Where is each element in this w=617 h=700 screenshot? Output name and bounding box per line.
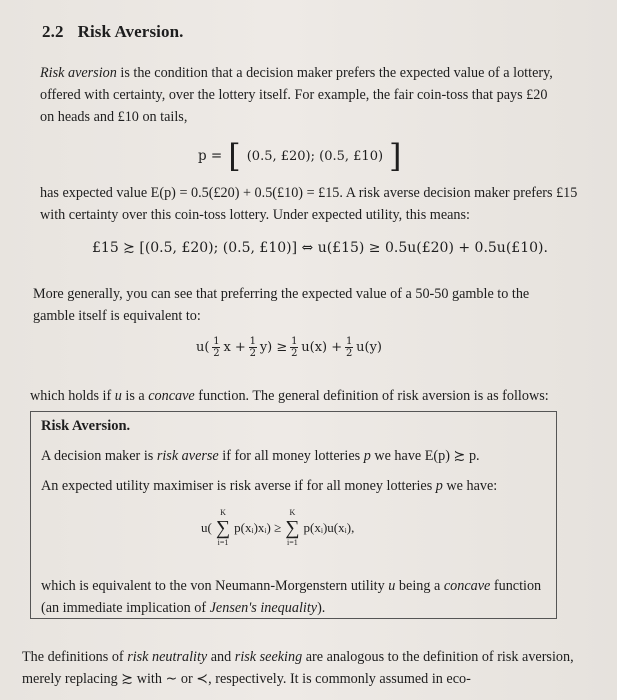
- sum-u-open: u(: [201, 520, 212, 535]
- ux-term: u(x) +: [301, 340, 343, 355]
- sum-upper: K: [220, 508, 226, 517]
- concave-mid: is a: [121, 388, 149, 404]
- concave-before: which holds if: [30, 388, 115, 404]
- lottery-lhs: p =: [198, 148, 223, 164]
- half-fraction: [345, 336, 353, 359]
- jensen-u: u: [388, 578, 396, 594]
- fraction-num: 1: [213, 336, 220, 347]
- fraction-num: 1: [345, 336, 353, 347]
- sum-lower: i=1: [217, 538, 229, 547]
- right-bracket: ]: [389, 137, 402, 175]
- sigma-icon: ∑: [215, 517, 231, 539]
- line1-after: if for all money lotteries: [218, 448, 364, 464]
- concave-var: u: [114, 388, 122, 404]
- x-term: x +: [223, 340, 246, 355]
- closing-paragraph: [22, 646, 612, 690]
- sum-lower: i=1: [287, 538, 298, 547]
- preference-equation: £15 ≿ [(0.5, £20); (0.5, £10)] ⇔ u(£15) ≥ 0.5u(£20) + 0.5u(£10).: [92, 240, 548, 256]
- closing-before: The definitions of: [22, 649, 128, 665]
- risk-aversion-term: Risk aversion: [40, 65, 117, 81]
- half-fraction: [249, 336, 257, 359]
- line2-before: An expected utility maximiser is risk averse if for all money lotteries: [41, 478, 436, 494]
- half-fraction: [212, 336, 220, 359]
- definition-box: [30, 411, 557, 619]
- fraction-den: 2: [249, 348, 256, 359]
- fraction-equation: [196, 336, 382, 359]
- line1-term: risk averse: [156, 448, 219, 464]
- sum-symbol: [216, 508, 230, 548]
- sum-upper: K: [289, 508, 296, 517]
- intro-paragraph: [40, 62, 560, 128]
- concave-after: function. The general definition of risk aversion is as follows:: [194, 388, 549, 404]
- line1-before: A decision maker is: [41, 448, 157, 464]
- fraction-u-open: u(: [196, 340, 210, 355]
- section-heading: [42, 22, 184, 42]
- jensen-concave: concave: [443, 578, 491, 594]
- lottery-equation: [198, 138, 402, 174]
- line2-p: p: [435, 478, 443, 494]
- fraction-den: 2: [345, 348, 353, 359]
- definition-line-2: [41, 478, 497, 495]
- line2-after: we have:: [442, 478, 498, 494]
- closing-mid: and: [207, 649, 235, 665]
- jensen-before: which is equivalent to the von Neumann-Morgenstern utility: [41, 578, 389, 594]
- jensen-mid: being a: [395, 578, 444, 594]
- sum-symbol: [285, 508, 299, 548]
- sum-right-body: p(xᵢ)u(xᵢ),: [303, 520, 355, 535]
- concave-paragraph: [30, 385, 590, 407]
- y-term: y) ≥: [259, 340, 288, 355]
- fraction-num: 1: [291, 336, 298, 347]
- fraction-den: 2: [291, 348, 298, 359]
- left-bracket: [: [228, 137, 241, 175]
- half-fraction: [290, 336, 298, 359]
- intro-text: is the condition that a decision maker prefers the expected value of a lottery, offered with certainty, over the lottery itself. For example, the fair coin-toss that pays £20 on heads and £10 on tails,: [40, 65, 553, 125]
- risk-neutrality-term: risk neutrality: [127, 649, 208, 665]
- definition-title: Risk Aversion.: [41, 418, 131, 434]
- lottery-inner: (0.5, £20); (0.5, £10): [246, 148, 384, 164]
- sigma-icon: ∑: [285, 517, 300, 539]
- summation-equation: [201, 508, 354, 548]
- uy-term: u(y): [356, 340, 383, 355]
- general-paragraph: More generally, you can see that preferring the expected value of a 50-50 gamble to the gamble itself is equivalent to:: [33, 286, 530, 324]
- fraction-den: 2: [213, 348, 220, 359]
- closing-after: are analogous to the definition of risk aversion, merely replacing ≿ with ∼ or ≺, respectively. It is commonly assumed in eco-: [22, 649, 574, 687]
- definition-line-1: [41, 448, 480, 465]
- jensen-end: ).: [317, 600, 326, 616]
- jensen-after: function (an immediate implication of: [41, 578, 542, 616]
- sum-left-body: p(xᵢ)xᵢ) ≥: [234, 520, 282, 535]
- risk-seeking-term: risk seeking: [234, 649, 303, 665]
- section-title: Risk Aversion.: [77, 22, 184, 41]
- concave-term: concave: [148, 388, 195, 404]
- line1-p: p: [363, 448, 371, 464]
- line1-tail: we have E(p) ≿ p.: [370, 448, 480, 464]
- section-number: 2.2: [42, 22, 64, 41]
- jensen-term: Jensen's inequality: [209, 600, 318, 616]
- fraction-num: 1: [249, 336, 256, 347]
- jensen-paragraph: [41, 575, 551, 619]
- expected-value-paragraph: has expected value E(p) = 0.5(£20) + 0.5(£10) = £15. A risk averse decision maker prefers £15 with certainty over this coin-toss lottery. Under expected utility, this means:: [40, 185, 578, 223]
